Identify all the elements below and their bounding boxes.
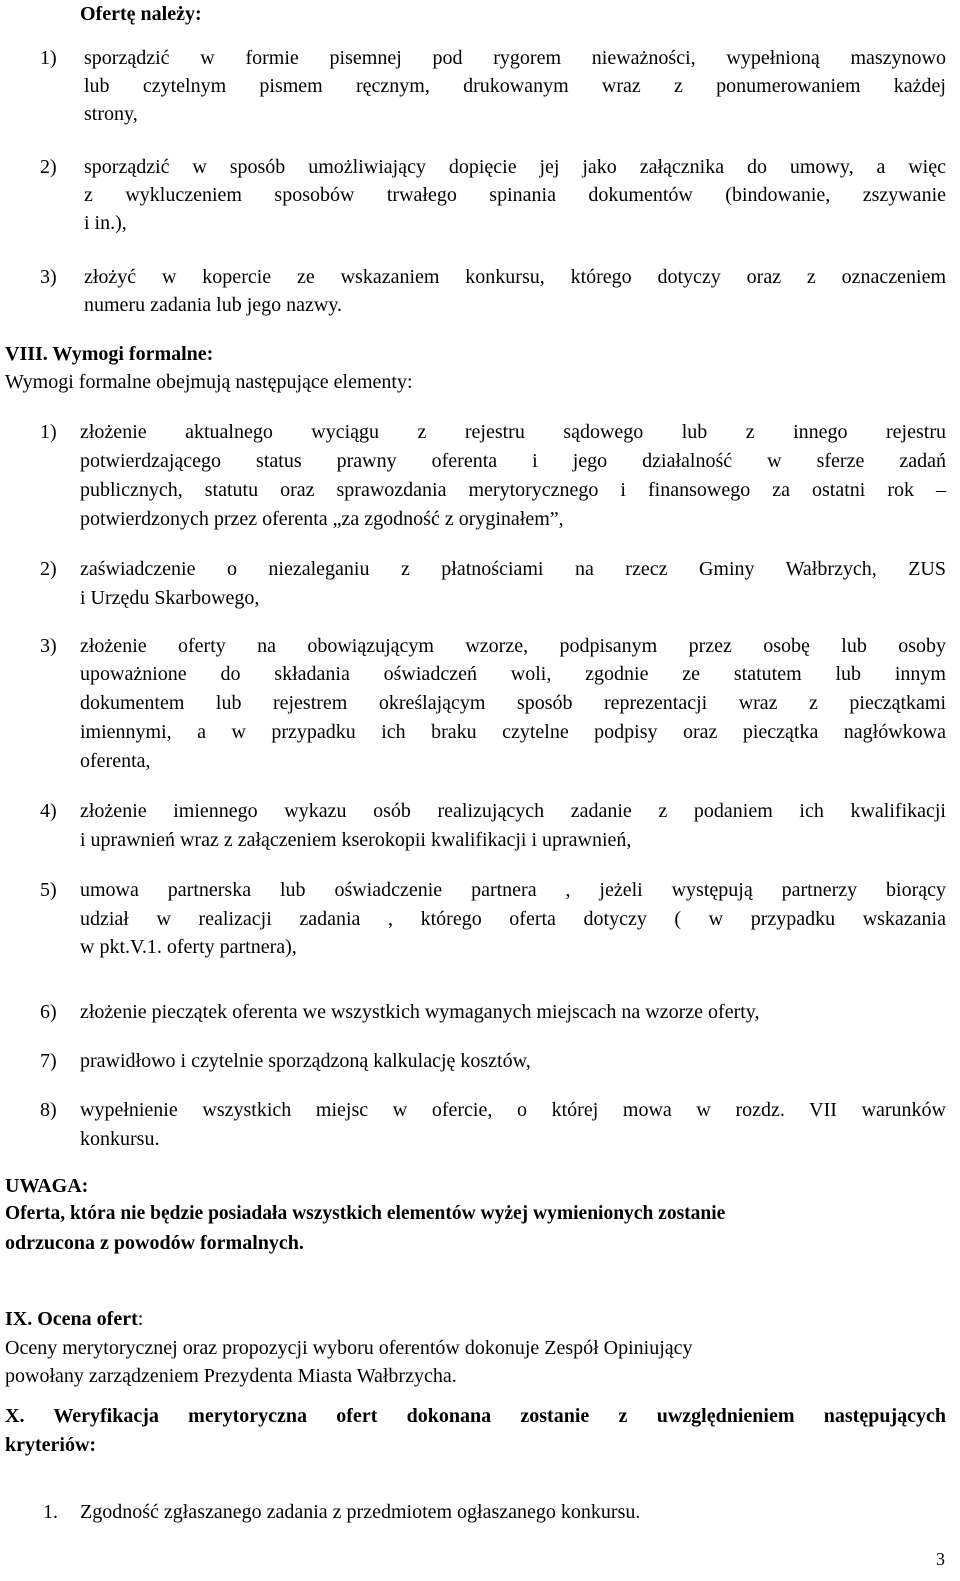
req-item-1-line-2: potwierdzającego status prawny oferenta i jego działalność w sferze zadań bbox=[80, 450, 946, 472]
req-item-5-line-3: w pkt.V.1. oferty partnera), bbox=[80, 936, 297, 958]
req-item-2-line-1: zaświadczenie o niezaleganiu z płatnościami na rzecz Gminy Wałbrzych, ZUS bbox=[80, 558, 946, 580]
req-item-5-number: 5) bbox=[40, 879, 57, 901]
warning-line-2: odrzucona z powodów formalnych. bbox=[5, 1232, 304, 1254]
section-9-heading: IX. Ocena ofert bbox=[5, 1308, 138, 1330]
offer-item-1-line-2: lub czytelnym pismem ręcznym, drukowanym wraz z ponumerowaniem każdej bbox=[84, 75, 946, 97]
req-item-2-number: 2) bbox=[40, 558, 57, 580]
req-item-3-line-5: oferenta, bbox=[80, 750, 151, 772]
req-item-1-number: 1) bbox=[40, 421, 57, 443]
req-item-5-line-1: umowa partnerska lub oświadczenie partnera , jeżeli występują partnerzy biorący bbox=[80, 879, 946, 901]
offer-heading: Ofertę należy: bbox=[80, 3, 202, 25]
req-item-6-line-1: złożenie pieczątek oferenta we wszystkich wymaganych miejscach na wzorze oferty, bbox=[80, 1001, 760, 1023]
offer-item-3-line-1: złożyć w kopercie ze wskazaniem konkursu, którego dotyczy oraz z oznaczeniem bbox=[84, 266, 946, 288]
req-item-8-line-1: wypełnienie wszystkich miejsc w ofercie, o której mowa w rozdz. VII warunków bbox=[80, 1099, 946, 1121]
req-item-1-line-1: złożenie aktualnego wyciągu z rejestru sądowego lub z innego rejestru bbox=[80, 421, 946, 443]
criteria-item-1-number: 1. bbox=[43, 1501, 58, 1523]
req-item-3-number: 3) bbox=[40, 635, 57, 657]
req-item-4-number: 4) bbox=[40, 800, 57, 822]
req-item-3-line-3: dokumentem lub rejestrem określającym sposób reprezentacji wraz z pieczątkami bbox=[80, 692, 946, 714]
offer-item-3-line-2: numeru zadania lub jego nazwy. bbox=[84, 294, 343, 316]
req-item-5-line-2: udział w realizacji zadania , którego oferta dotyczy ( w przypadku wskazania bbox=[80, 908, 946, 930]
offer-item-3-number: 3) bbox=[40, 266, 57, 288]
section-8-intro: Wymogi formalne obejmują następujące elementy: bbox=[5, 371, 413, 393]
req-item-1-line-4: potwierdzonych przez oferenta „za zgodność z oryginałem”, bbox=[80, 508, 564, 530]
section-10-line-2: kryteriów: bbox=[5, 1434, 97, 1456]
req-item-7-line-1: prawidłowo i czytelnie sporządzoną kalkulację kosztów, bbox=[80, 1050, 531, 1072]
offer-item-2-line-3: i in.), bbox=[84, 212, 127, 234]
req-item-2-line-2: i Urzędu Skarbowego, bbox=[80, 587, 260, 609]
section-8-heading: Wymogi formalne: bbox=[47, 343, 214, 365]
req-item-4-line-2: i uprawnień wraz z załączeniem kserokopii kwalifikacji i uprawnień, bbox=[80, 829, 632, 851]
offer-item-1-number: 1) bbox=[40, 47, 57, 69]
section-9-line-2: powołany zarządzeniem Prezydenta Miasta Wałbrzycha. bbox=[5, 1365, 457, 1387]
page-number: 3 bbox=[936, 1549, 945, 1569]
section-10-line-1: X. Weryfikacja merytoryczna ofert dokonana zostanie z uwzględnieniem następujących bbox=[5, 1405, 946, 1427]
req-item-3-line-1: złożenie oferty na obowiązującym wzorze, podpisanym przez osobę lub osoby bbox=[80, 635, 946, 657]
offer-item-1-line-1: sporządzić w formie pisemnej pod rygorem nieważności, wypełnioną maszynowo bbox=[84, 47, 946, 69]
section-9-line-1: Oceny merytorycznej oraz propozycji wyboru oferentów dokonuje Zespół Opiniujący bbox=[5, 1337, 693, 1359]
section-9-title bbox=[5, 1307, 143, 1331]
req-item-4-line-1: złożenie imiennego wykazu osób realizujących zadanie z podaniem ich kwalifikacji bbox=[80, 800, 946, 822]
offer-item-1-line-3: strony, bbox=[84, 103, 138, 125]
req-item-8-line-2: konkursu. bbox=[80, 1128, 160, 1150]
offer-item-2-line-2: z wykluczeniem sposobów trwałego spinania dokumentów (bindowanie, zszywanie bbox=[84, 184, 946, 206]
section-8-number: VIII. bbox=[5, 343, 48, 365]
warning-line-1: Oferta, która nie będzie posiadała wszystkich elementów wyżej wymienionych zostanie bbox=[5, 1203, 726, 1224]
req-item-6-number: 6) bbox=[40, 1001, 57, 1023]
criteria-item-1-line-1: Zgodność zgłaszanego zadania z przedmiotem ogłaszanego konkursu. bbox=[80, 1501, 641, 1523]
warning-label: UWAGA: bbox=[5, 1175, 89, 1197]
req-item-1-line-3: publicznych, statutu oraz sprawozdania merytorycznego i finansowego za ostatni rok – bbox=[80, 479, 946, 501]
req-item-3-line-2: upoważnione do składania oświadczeń woli, zgodnie ze statutem lub innym bbox=[80, 663, 946, 685]
offer-item-2-line-1: sporządzić w sposób umożliwiający dopięcie jej jako załącznika do umowy, a więc bbox=[84, 156, 946, 178]
req-item-3-line-4: imiennymi, a w przypadku ich braku czytelne podpisy oraz pieczątka nagłówkowa bbox=[80, 721, 946, 743]
req-item-7-number: 7) bbox=[40, 1050, 57, 1072]
section-9-colon: : bbox=[137, 1308, 144, 1330]
section-8-title bbox=[5, 342, 213, 366]
offer-item-2-number: 2) bbox=[40, 156, 57, 178]
req-item-8-number: 8) bbox=[40, 1099, 57, 1121]
